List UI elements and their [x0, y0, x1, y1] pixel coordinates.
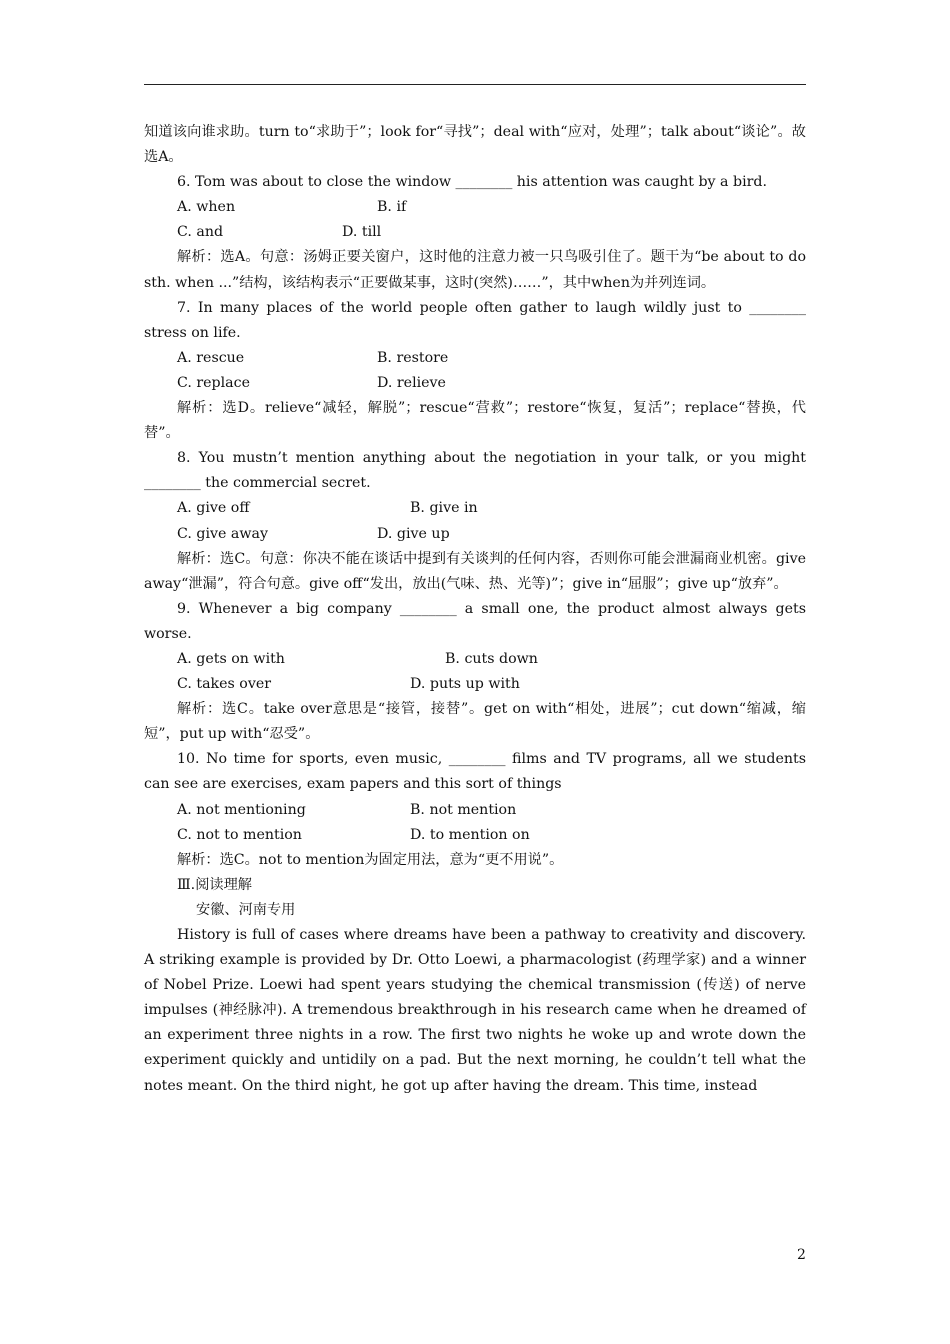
- options-6-row2: [144, 220, 806, 245]
- question-10: 10. No time for sports, even music, ________ films and TV programs, all we students can see are exercises, exam papers and this sort of things: [144, 751, 806, 793]
- option-8d: D. give up: [377, 525, 450, 542]
- section-heading: Ⅲ.阅读理解: [177, 876, 252, 893]
- option-6d: D. till: [342, 224, 382, 241]
- option-9d: D. puts up with: [410, 676, 520, 693]
- option-7d: D. relieve: [377, 374, 446, 391]
- options-7-row2: [144, 371, 806, 396]
- explanation-7: 解析：选D。relieve“减轻，解脱”；rescue“营救”；restore“恢复，复活”；replace“替换，代替”。: [144, 400, 806, 442]
- option-8c: C. give away: [177, 525, 268, 542]
- option-10b: B. not mention: [410, 801, 517, 818]
- option-7a: A. rescue: [177, 349, 245, 366]
- option-9a: A. gets on with: [177, 650, 285, 667]
- options-8-row2: [144, 522, 806, 547]
- explanation-5-tail: 知道该向谁求助。turn to“求助于”；look for“寻找”；deal with“应对，处理”；talk about“谈论”。故选A。: [144, 124, 806, 166]
- options-10-row1: [144, 798, 806, 823]
- question-6: 6. Tom was about to close the window ________ his attention was caught by a bird.: [177, 174, 768, 191]
- options-6-row1: [144, 195, 806, 220]
- explanation-10: 解析：选C。not to mention为固定用法，意为“更不用说”。: [177, 851, 564, 868]
- option-7c: C. replace: [177, 374, 250, 391]
- option-7b: B. restore: [377, 349, 449, 366]
- explanation-8: 解析：选C。句意：你决不能在谈话中提到有关谈判的任何内容，否则你可能会泄漏商业机密。give away“泄漏”，符合句意。give off“发出，放出(气味、热、光等)”；give in“屈服”；give up“放弃”。: [144, 550, 806, 592]
- reading-passage: History is full of cases where dreams have been a pathway to creativity and discovery. A striking example is provided by Dr. Otto Loewi, a pharmacologist (药理学家) and a winner of Nobel Prize. Loewi had spent years studying the chemical transmission (传送) of nerve impulses (神经脉冲). A tremendous breakthrough in his research came when he dreamed of an experiment three nights in a row. The first two nights he woke up and wrote down the experiment quickly and untidily on a pad. But the next morning, he couldn’t tell what the notes meant. On the third night, he got up after having the dream. This time, instead: [144, 927, 806, 1094]
- page-content: [144, 120, 806, 1099]
- options-9-row1: [144, 647, 806, 672]
- option-6b: B. if: [377, 199, 407, 216]
- option-6c: C. and: [177, 224, 224, 241]
- options-10-row2: [144, 823, 806, 848]
- explanation-9: 解析：选C。take over意思是“接管，接替”。get on with“相处，进展”；cut down“缩减，缩短”，put up with“忍受”。: [144, 701, 806, 743]
- options-7-row1: [144, 346, 806, 371]
- page-number: 2: [797, 1247, 806, 1263]
- option-6a: A. when: [177, 199, 236, 216]
- options-9-row2: [144, 672, 806, 697]
- question-7: 7. In many places of the world people often gather to laugh wildly just to ________ stress on life.: [144, 299, 806, 341]
- option-8b: B. give in: [410, 500, 478, 517]
- option-10c: C. not to mention: [177, 826, 302, 843]
- option-10d: D. to mention on: [410, 826, 530, 843]
- option-10a: A. not mentioning: [177, 801, 306, 818]
- question-8: 8. You mustn’t mention anything about the negotiation in your talk, or you might ________ the commercial secret.: [144, 450, 806, 492]
- options-8-row1: [144, 496, 806, 521]
- header-rule: [144, 84, 806, 85]
- option-8a: A. give off: [177, 500, 250, 517]
- question-9: 9. Whenever a big company ________ a small one, the product almost always gets worse.: [144, 600, 806, 642]
- option-9b: B. cuts down: [445, 650, 538, 667]
- section-subheading: 安徽、河南专用: [196, 901, 296, 918]
- option-9c: C. takes over: [177, 676, 272, 693]
- explanation-6: 解析：选A。句意：汤姆正要关窗户，这时他的注意力被一只鸟吸引住了。题干为“be about to do sth. when ...”结构，该结构表示“正要做某事，这时(突然)……”，其中when为并列连词。: [144, 249, 806, 291]
